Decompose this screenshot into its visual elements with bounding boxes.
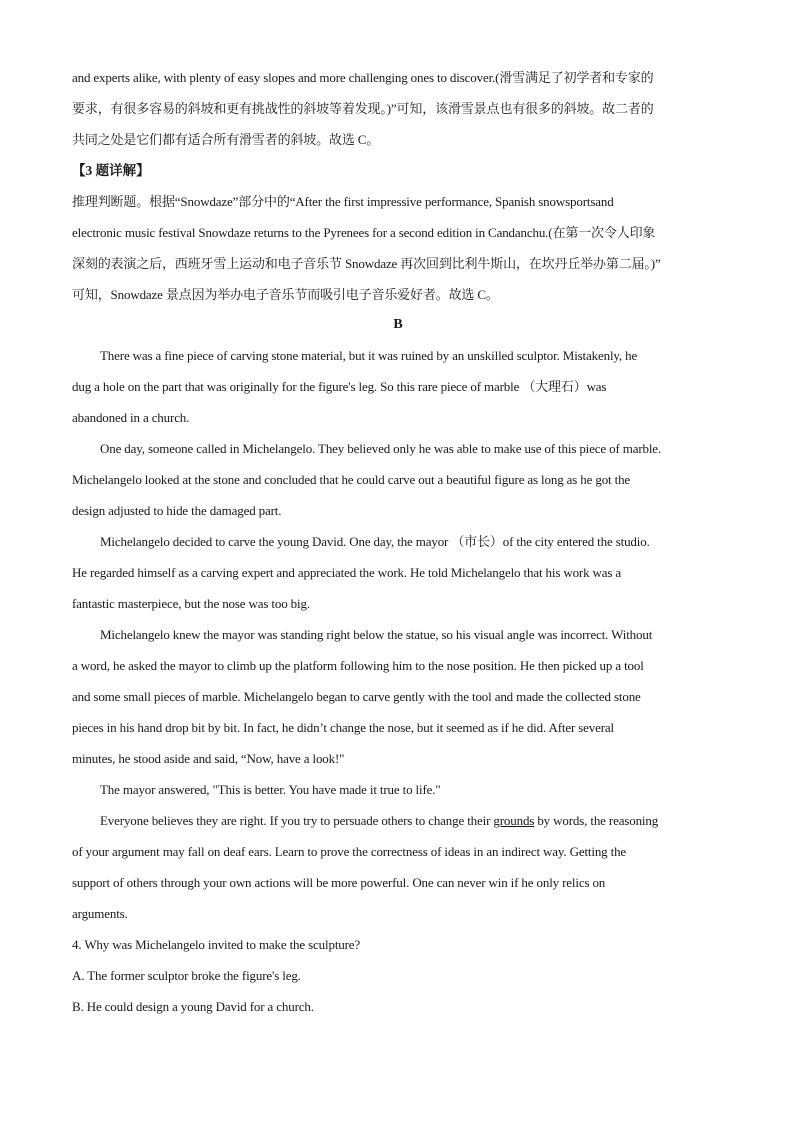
passage-paragraph-6 xyxy=(72,805,724,929)
passage-paragraph-2 xyxy=(72,433,724,526)
text-line: pieces in his hand drop bit by bit. In fact, he didn’t change the nose, but it seemed as if he did. After several xyxy=(72,720,615,735)
text-line: 深刻的表演之后，西班牙雪上运动和电子音乐节 Snowdaze 再次回到比利牛斯山，在坎丹丘举办第二届。)” xyxy=(72,256,661,271)
text-line xyxy=(72,805,724,836)
option-b: B. He could design a young David for a church. xyxy=(72,999,314,1014)
text-line: arguments. xyxy=(72,906,128,921)
passage-paragraph-3 xyxy=(72,526,724,619)
question-3-explanation xyxy=(72,186,724,310)
text-line: dug a hole on the part that was originally for the figure's leg. So this rare piece of marble （大理石）was xyxy=(72,379,607,394)
section-label: B xyxy=(393,317,403,332)
text-line: support of others through your own actions will be more powerful. One can never win if he only relics on xyxy=(72,875,606,890)
text-line: minutes, he stood aside and said, “Now, have a look!" xyxy=(72,751,345,766)
text-line: and experts alike, with plenty of easy slopes and more challenging ones to discover.(滑雪满足了初学者和专家的 xyxy=(72,70,654,85)
text-line: Michelangelo knew the mayor was standing right below the statue, so his visual angle was incorrect. Without xyxy=(100,627,653,642)
text-line: Michelangelo looked at the stone and concluded that he could carve out a beautiful figure as long as he got the xyxy=(72,472,631,487)
underlined-word: grounds xyxy=(493,813,535,828)
text-line: The mayor answered, "This is better. You have made it true to life." xyxy=(100,782,441,797)
text-line: 要求，有很多容易的斜坡和更有挑战性的斜坡等着发现。)”可知，该滑雪景点也有很多的斜坡。故二者的 xyxy=(72,101,654,116)
question-4 xyxy=(72,929,724,1022)
text-span: by words, the reasoning xyxy=(534,813,659,828)
text-line: a word, he asked the mayor to climb up the platform following him to the nose position. He then picked up a tool xyxy=(72,658,644,673)
document-page xyxy=(72,62,724,1022)
text-line: 推理判断题。根据“Snowdaze”部分中的“After the first impressive performance, Spanish snowsportsand xyxy=(72,194,614,209)
passage-paragraph-5 xyxy=(72,774,724,805)
text-line: 可知，Snowdaze 景点因为举办电子音乐节而吸引电子音乐爱好者。故选 C。 xyxy=(72,287,499,302)
passage-paragraph-1 xyxy=(72,340,724,433)
text-line: He regarded himself as a carving expert and appreciated the work. He told Michelangelo that his work was a xyxy=(72,565,622,580)
text-line: 共同之处是它们都有适合所有滑雪者的斜坡。故选 C。 xyxy=(72,132,380,147)
text-line: design adjusted to hide the damaged part. xyxy=(72,503,282,518)
passage-paragraph-4 xyxy=(72,619,724,774)
text-line: One day, someone called in Michelangelo. They believed only he was able to make use of this piece of marble. xyxy=(100,441,662,456)
question-3-heading: 【3 题详解】 xyxy=(72,163,150,178)
question-stem: 4. Why was Michelangelo invited to make the sculpture? xyxy=(72,937,361,952)
carry-over-explanation xyxy=(72,62,724,155)
text-line: of your argument may fall on deaf ears. Learn to prove the correctness of ideas in an indirect way. Getting the xyxy=(72,844,627,859)
text-line: and some small pieces of marble. Michelangelo began to carve gently with the tool and made the collected stone xyxy=(72,689,641,704)
text-line: Michelangelo decided to carve the young David. One day, the mayor （市长）of the city entered the studio. xyxy=(100,534,650,549)
text-line: fantastic masterpiece, but the nose was too big. xyxy=(72,596,310,611)
text-span: Everyone believes they are right. If you try to persuade others to change their xyxy=(100,813,494,828)
text-line: electronic music festival Snowdaze returns to the Pyrenees for a second edition in Candanchu.(在第一次令人印象 xyxy=(72,225,656,240)
text-line: There was a fine piece of carving stone material, but it was ruined by an unskilled sculptor. Mistakenly, he xyxy=(100,348,638,363)
text-line: abandoned in a church. xyxy=(72,410,190,425)
option-a: A. The former sculptor broke the figure's leg. xyxy=(72,968,301,983)
